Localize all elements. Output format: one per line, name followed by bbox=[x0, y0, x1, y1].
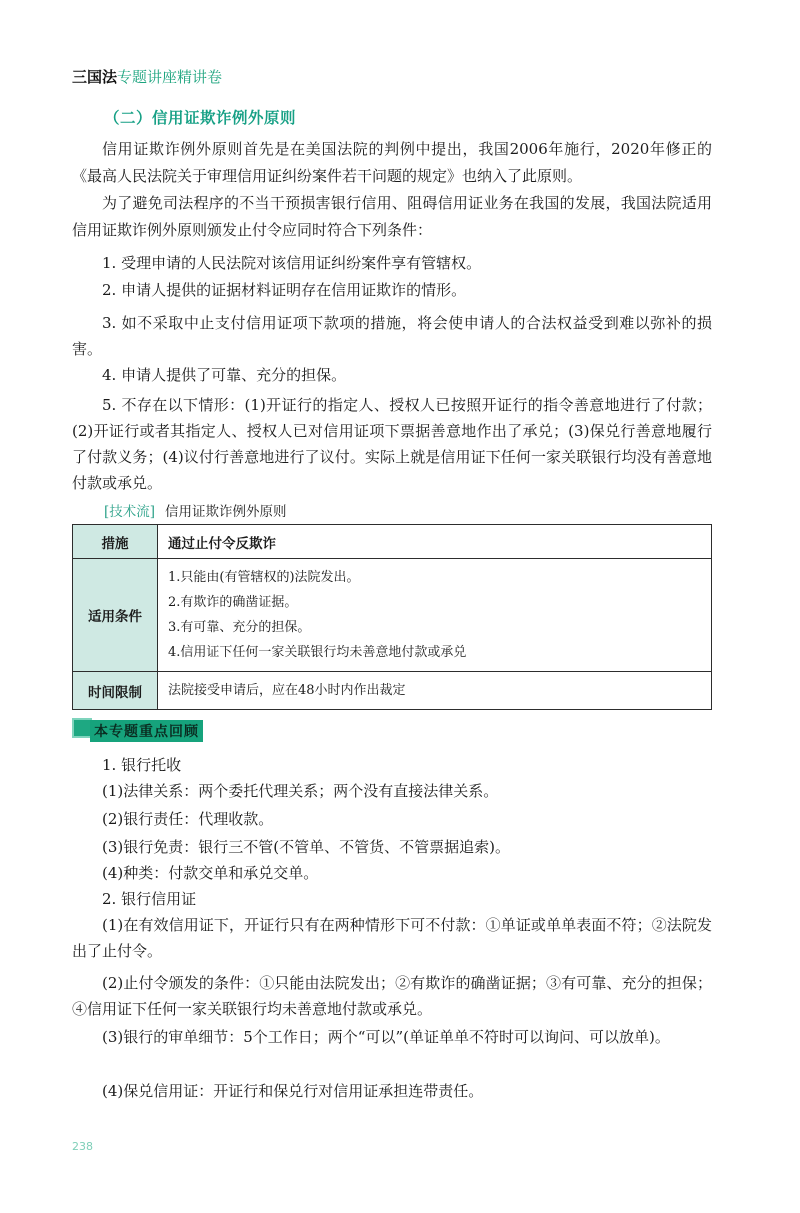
table-row bbox=[73, 559, 712, 672]
table-list-item: 1.只能由(有管辖权的)法院发出。 bbox=[168, 570, 360, 585]
table-label: 时间限制 bbox=[73, 672, 158, 710]
table-label: 适用条件 bbox=[73, 559, 158, 672]
table-row bbox=[73, 672, 712, 710]
table-list-item: 4.信用证下任何一家关联银行均未善意地付款或承兑 bbox=[168, 645, 467, 660]
review-line: (4)种类：付款交单和承兑交单。 bbox=[102, 864, 319, 882]
review-line: (2)止付令颁发的条件：①只能由法院发出；②有欺诈的确凿证据；③有可靠、充分的担保；④信用证下任何一家关联银行均未善意地付款或承兑。 bbox=[72, 974, 712, 1018]
tech-caption bbox=[104, 500, 287, 520]
review-line: (1)法律关系：两个委托代理关系；两个没有直接法律关系。 bbox=[102, 782, 499, 800]
review-title: 本专题重点回顾 bbox=[90, 720, 203, 742]
condition-item: 5. 不存在以下情形：(1)开证行的指定人、授权人已按照开证行的指令善意地进行了付款；(2)开证行或者其指定人、授权人已对信用证项下票据善意地作出了承兑；(3)保兑行善意地履行了付款义务；(4)议付行善意地进行了议付。实际上就是信用证下任何一家关联银行均没有善意地付款或承兑。 bbox=[72, 396, 712, 492]
review-line: (2)银行责任：代理收款。 bbox=[102, 810, 274, 828]
section-heading: （二）信用证欺诈例外原则 bbox=[104, 109, 297, 127]
condition-item: 2. 申请人提供的证据材料证明存在信用证欺诈的情形。 bbox=[102, 281, 467, 299]
review-line: (3)银行免责：银行三不管(不管单、不管货、不管票据追索)。 bbox=[102, 838, 510, 856]
table-list-item: 3.有可靠、充分的担保。 bbox=[168, 620, 311, 635]
page-number: 238 bbox=[72, 1140, 93, 1153]
condition-item: 4. 申请人提供了可靠、充分的担保。 bbox=[102, 366, 347, 384]
table-cell: 通过止付令反欺诈 bbox=[158, 525, 712, 559]
paragraph: 为了避免司法程序的不当干预损害银行信用、阻碍信用证业务在我国的发展，我国法院适用信用证欺诈例外原则颁发止付令应同时符合下列条件： bbox=[72, 194, 712, 239]
table-cell bbox=[158, 559, 712, 672]
review-line: (4)保兑信用证：开证行和保兑行对信用证承担连带责任。 bbox=[102, 1082, 484, 1100]
header-book-title: 三国法 bbox=[72, 68, 118, 86]
table-cell: 法院接受申请后，应在48小时内作出裁定 bbox=[158, 672, 712, 710]
condition-item: 1. 受理申请的人民法院对该信用证纠纷案件享有管辖权。 bbox=[102, 254, 482, 272]
square-icon bbox=[72, 718, 92, 738]
review-line: 2. 银行信用证 bbox=[102, 890, 197, 908]
condition-item: 3. 如不采取中止支付信用证项下款项的措施，将会使申请人的合法权益受到难以弥补的损害。 bbox=[72, 314, 712, 358]
table-row bbox=[73, 525, 712, 559]
table-list-item: 2.有欺诈的确凿证据。 bbox=[168, 595, 298, 610]
running-header bbox=[72, 66, 222, 87]
review-line: (1)在有效信用证下，开证行只有在两种情形下可不付款：①单证或单单表面不符；②法院发出了止付令。 bbox=[72, 916, 712, 960]
principle-table bbox=[72, 524, 712, 710]
tech-tag: [技术流] bbox=[104, 504, 156, 520]
review-line: (3)银行的审单细节：5个工作日；两个“可以”(单证单单不符时可以询问、可以放单)。 bbox=[102, 1028, 670, 1046]
review-line: 1. 银行托收 bbox=[102, 756, 182, 774]
tech-title: 信用证欺诈例外原则 bbox=[165, 504, 287, 520]
header-subtitle: 专题讲座精讲卷 bbox=[117, 68, 223, 86]
table-label: 措施 bbox=[73, 525, 158, 559]
paragraph: 信用证欺诈例外原则首先是在美国法院的判例中提出，我国2006年施行，2020年修正的《最高人民法院关于审理信用证纠纷案件若干问题的规定》也纳入了此原则。 bbox=[72, 140, 712, 185]
